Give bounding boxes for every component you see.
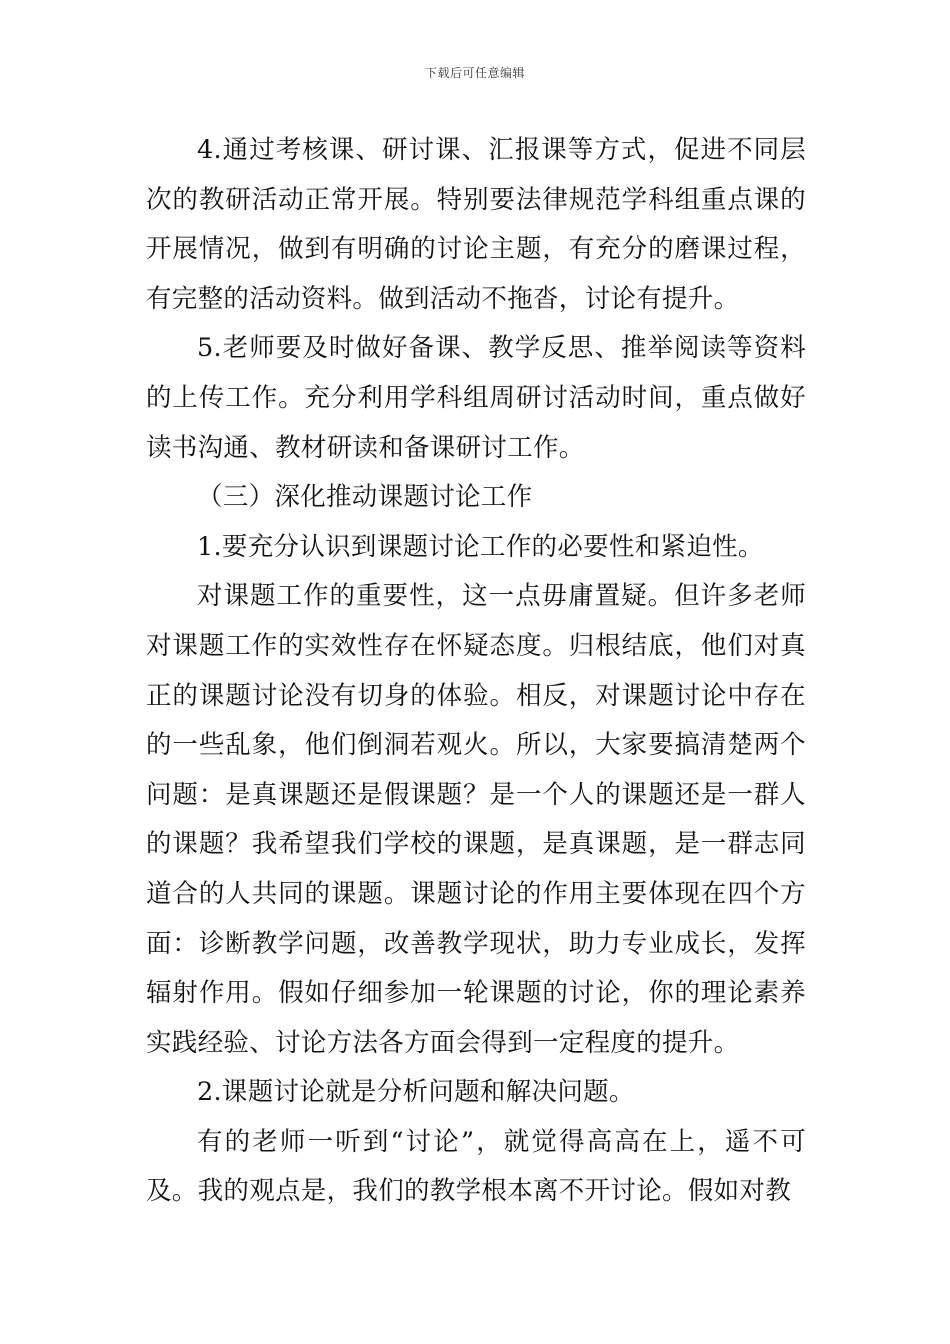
paragraph-body-continued: 有的老师一听到“讨论”，就觉得高高在上，遥不可及。我的观点是，我们的教学根本离不开讨论。假如对教	[146, 1126, 806, 1207]
paragraph-item-2: 2.课题讨论就是分析问题和解决问题。	[197, 1077, 635, 1108]
paragraph-body: 对课题工作的重要性，这一点毋庸置疑。但许多老师对课题工作的实效性存在怀疑态度。归根结底，他们对真正的课题讨论没有切身的体验。相反，对课题讨论中存在的一些乱象，他们倒洞若观火。所以，大家要搞清楚两个问题：是真课题还是假课题？是一个人的课题还是一群人的课题？我希望我们学校的课题，是真课题，是一群志同道合的人共同的课题。课题讨论的作用主要体现在四个方面：诊断教学问题，改善教学现状，助力专业成长，发挥辐射作用。假如仔细参加一轮课题的讨论，你的理论素养实践经验、讨论方法各方面会得到一定程度的提升。	[146, 581, 806, 1058]
section-heading-3: （三）深化推动课题讨论工作	[197, 482, 533, 513]
paragraph-item-4: 4.通过考核课、研讨课、汇报课等方式，促进不同层次的教研活动正常开展。特别要法律规范学科组重点课的开展情况，做到有明确的讨论主题，有充分的磨课过程，有完整的活动资料。做到活动不拖沓，讨论有提升。	[146, 135, 806, 314]
document-body	[146, 126, 806, 1217]
paragraph-item-1: 1.要充分认识到课题讨论工作的必要性和紧迫性。	[197, 531, 764, 562]
page-header: 下载后可任意编辑	[424, 66, 525, 80]
paragraph-item-5: 5.老师要及时做好备课、教学反思、推举阅读等资料的上传工作。充分利用学科组周研讨活动时间，重点做好读书沟通、教材研读和备课研讨工作。	[146, 333, 806, 463]
